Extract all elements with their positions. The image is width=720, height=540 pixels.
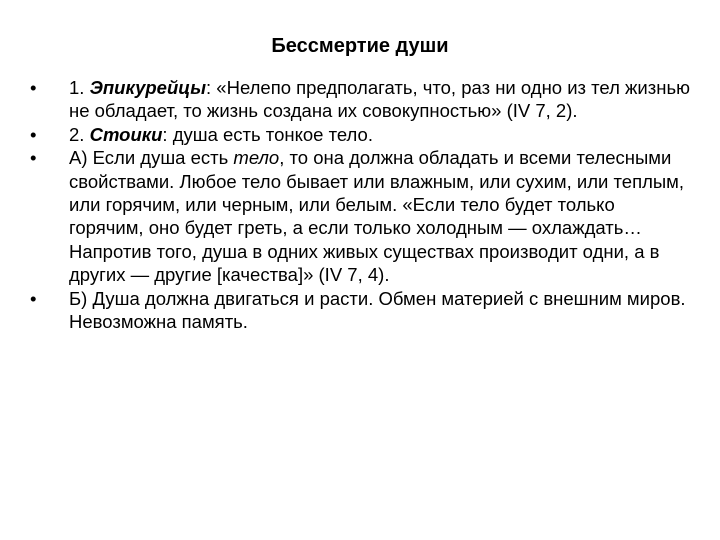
- bullet-list: [30, 76, 690, 333]
- bullet-emphasis: Эпикурейцы: [89, 77, 207, 98]
- bullet-text: , то она должна обладать и всеми телесными свойствами. Любое тело бывает или влажным, или сухим, или теплым, или горячим, или черным, или белым. «Если тело будет только горячим, оно будет греть, а если только холодным — охлаждать… Напротив того, душа в одних живых существах производит одни, а в других — другие [качества]» (IV 7, 4).: [69, 147, 685, 286]
- bullet-item: [30, 123, 690, 146]
- bullet-marker: •: [30, 77, 37, 98]
- bullet-prefix: 1.: [69, 77, 90, 98]
- bullet-emphasis: Стоики: [89, 123, 163, 145]
- bullet-text: Б) Душа должна двигаться и расти. Обмен материей с внешним миров. Невозможна память.: [69, 287, 686, 333]
- bullet-item: [30, 146, 690, 286]
- bullet-text: : «Нелепо предполагать, что, раз ни одно из тел жизнью не обладает, то жизнь создана их совокупностью» (IV 7, 2).: [69, 77, 690, 122]
- slide-title: Бессмертие души: [271, 35, 449, 57]
- bullet-prefix: А) Если душа есть: [69, 147, 234, 169]
- bullet-prefix: 2.: [69, 123, 90, 145]
- bullet-item: [30, 287, 690, 334]
- bullet-marker: •: [30, 123, 37, 145]
- bullet-emphasis: тело: [233, 147, 280, 169]
- bullet-marker: •: [30, 147, 37, 169]
- bullet-text: : душа есть тонкое тело.: [162, 123, 373, 145]
- bullet-marker: •: [30, 287, 37, 309]
- bullet-item: [30, 76, 690, 123]
